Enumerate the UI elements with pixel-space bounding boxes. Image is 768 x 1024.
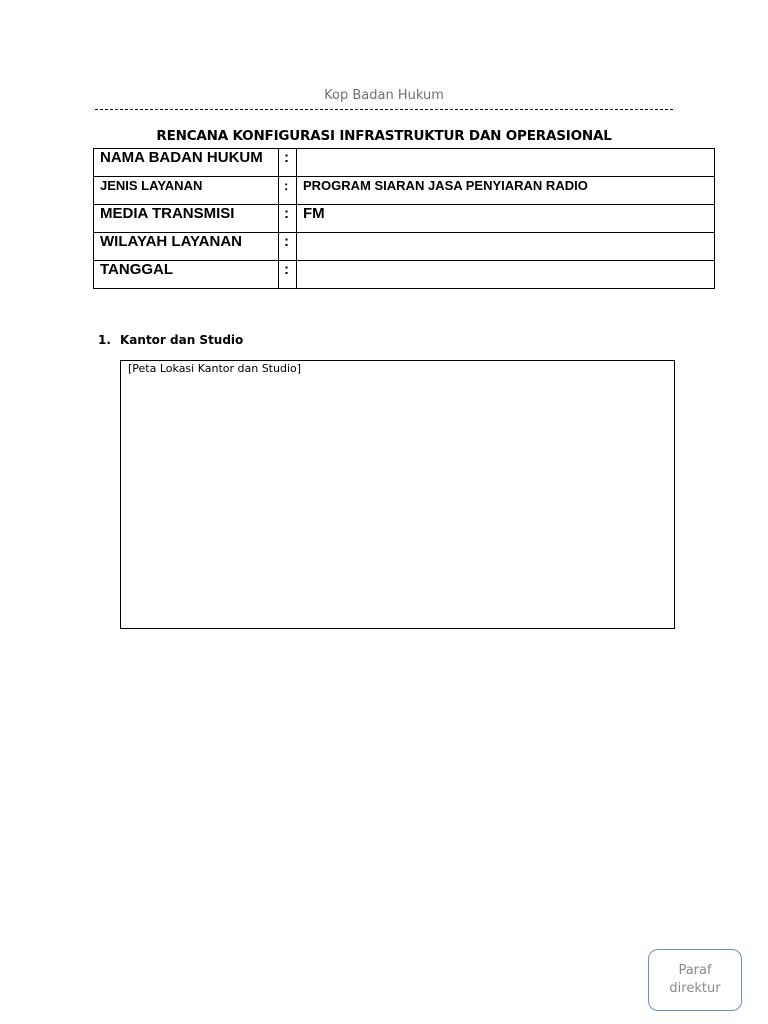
row-value-tanggal[interactable] (297, 261, 715, 289)
table-row (94, 149, 715, 177)
row-label-media-transmisi: MEDIA TRANSMISI (94, 205, 279, 233)
row-label-tanggal: TANGGAL (94, 261, 279, 289)
row-label-jenis-layanan: JENIS LAYANAN (94, 177, 279, 205)
row-colon: : (279, 233, 297, 261)
office-studio-map-box (120, 360, 675, 629)
map-placeholder-text: [Peta Lokasi Kantor dan Studio] (128, 362, 302, 375)
row-colon: : (279, 205, 297, 233)
table-row (94, 205, 715, 233)
row-value-wilayah-layanan[interactable] (297, 233, 715, 261)
row-colon: : (279, 149, 297, 177)
row-value-media-transmisi[interactable]: FM (297, 205, 715, 233)
row-value-nama-badan-hukum[interactable] (297, 149, 715, 177)
table-row (94, 233, 715, 261)
row-colon: : (279, 177, 297, 205)
paraf-label: Paraf (678, 963, 712, 978)
table-row (94, 261, 715, 289)
dashed-separator (95, 109, 673, 110)
row-value-jenis-layanan[interactable]: PROGRAM SIARAN JASA PENYIARAN RADIO (297, 177, 715, 205)
document-title: RENCANA KONFIGURASI INFRASTRUKTUR DAN OPERASIONAL (156, 128, 612, 144)
info-table (93, 148, 715, 289)
row-label-wilayah-layanan: WILAYAH LAYANAN (94, 233, 279, 261)
section-title: Kantor dan Studio (120, 333, 244, 347)
section-number: 1. (98, 333, 111, 347)
row-label-nama-badan-hukum: NAMA BADAN HUKUM (94, 149, 279, 177)
row-colon: : (279, 261, 297, 289)
letterhead-placeholder: Kop Badan Hukum (324, 88, 444, 103)
direktur-label: direktur (669, 981, 721, 996)
director-initial-box (648, 949, 742, 1011)
table-row (94, 177, 715, 205)
